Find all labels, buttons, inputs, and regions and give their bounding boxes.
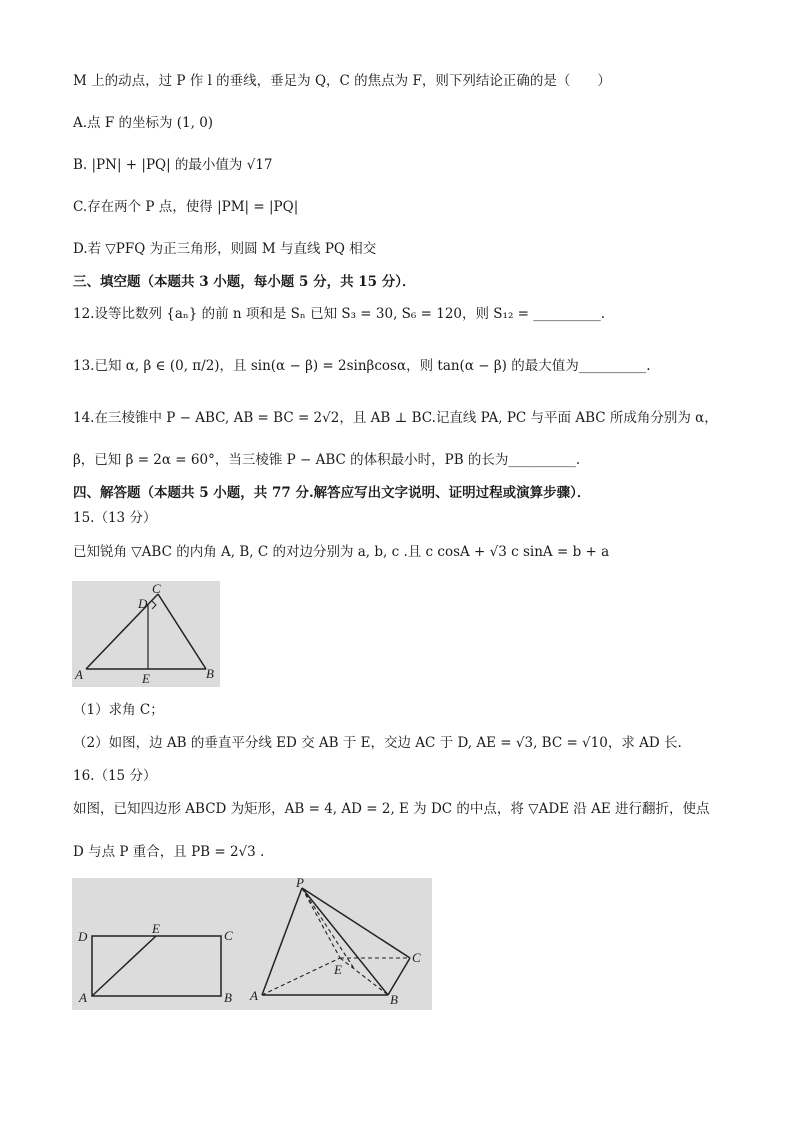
q16-stem-line2: D 与点 P 重合，且 PB = 2√3 . <box>73 844 265 860</box>
q16-number: 16.（15 分） <box>73 768 157 784</box>
q16-edge-bc <box>388 958 410 995</box>
q16-rectangle-abcd <box>92 936 221 996</box>
q11-option-a: A.点 F 的坐标为 (1, 0) <box>73 115 214 131</box>
q15-label-a: A <box>75 667 83 682</box>
q16-edge-pb <box>302 888 388 995</box>
q15-angle-mark <box>152 601 156 609</box>
q12-text: 12.设等比数列 {aₙ} 的前 n 项和是 Sₙ 已知 S₃ = 30, S₆ = 120，则 S₁₂ = __________. <box>73 306 606 322</box>
q16-left-label-e: E <box>152 921 160 936</box>
q11-option-b: B. |PN| + |PQ| 的最小值为 √17 <box>73 157 273 173</box>
q15-label-d: D <box>138 596 148 611</box>
q16-stem-line1: 如图，已知四边形 ABCD 为矩形，AB = 4, AD = 2, E 为 DC 的中点，将 ▽ADE 沿 AE 进行翻折，使点 <box>73 801 710 817</box>
q16-right-label-c: C <box>412 950 421 965</box>
q16-right-label-b: B <box>390 992 398 1007</box>
q13-text: 13.已知 α, β ∈ (0, π/2)，且 sin(α − β) = 2sinβcosα，则 tan(α − β) 的最大值为__________. <box>73 358 651 374</box>
section3-heading: 三、填空题（本题共 3 小题，每小题 5 分，共 15 分）． <box>73 274 416 290</box>
q15-label-e: E <box>142 671 150 686</box>
q16-segment-ae <box>92 936 156 996</box>
q16-edge-eb <box>340 958 388 995</box>
q11-option-c: C.存在两个 P 点，使得 |PM| = |PQ| <box>73 199 299 215</box>
q11-option-d: D.若 ▽PFQ 为正三角形，则圆 M 与直线 PQ 相交 <box>73 241 377 257</box>
q16-left-label-b: B <box>224 990 232 1005</box>
q16-left-label-d: D <box>78 929 88 944</box>
q16-figure <box>72 878 432 1010</box>
q14-line1: 14.在三棱锥中 P − ABC, AB = BC = 2√2，且 AB ⊥ BC.记直线 PA, PC 与平面 ABC 所成角分别为 α， <box>73 410 718 426</box>
q15-label-c: C <box>152 581 161 596</box>
q16-edge-pe <box>302 888 340 958</box>
q15-part1: （1）求角 C； <box>73 702 164 718</box>
q11-stem-end: M 上的动点，过 P 作 l 的垂线，垂足为 Q，C 的焦点为 F，则下列结论正确的是（ ） <box>73 73 611 89</box>
q14-line2: β，已知 β = 2α = 60°，当三棱锥 P − ABC 的体积最小时，PB 的长为__________. <box>73 452 581 468</box>
q16-right-label-e: E <box>334 962 342 977</box>
q16-edge-pc <box>302 888 410 958</box>
q15-side-bc <box>158 594 206 669</box>
q15-part2: （2）如图，边 AB 的垂直平分线 ED 交 AB 于 E，交边 AC 于 D, AE = √3, BC = √10，求 AD 长. <box>73 735 682 751</box>
q16-right-label-p: P <box>296 878 304 890</box>
q16-right-label-a: A <box>250 988 258 1003</box>
q16-left-label-a: A <box>79 990 87 1005</box>
q15-label-b: B <box>206 666 214 681</box>
q16-left-label-c: C <box>224 928 233 943</box>
section4-heading: 四、解答题（本题共 5 小题，共 77 分.解答应写出文字说明、证明过程或演算步骤）． <box>73 485 591 501</box>
q15-stem: 已知锐角 ▽ABC 的内角 A, B, C 的对边分别为 a, b, c .且 c cosA + √3 c sinA = b + a <box>73 544 610 560</box>
q15-figure <box>72 581 220 687</box>
q15-number: 15.（13 分） <box>73 510 157 526</box>
